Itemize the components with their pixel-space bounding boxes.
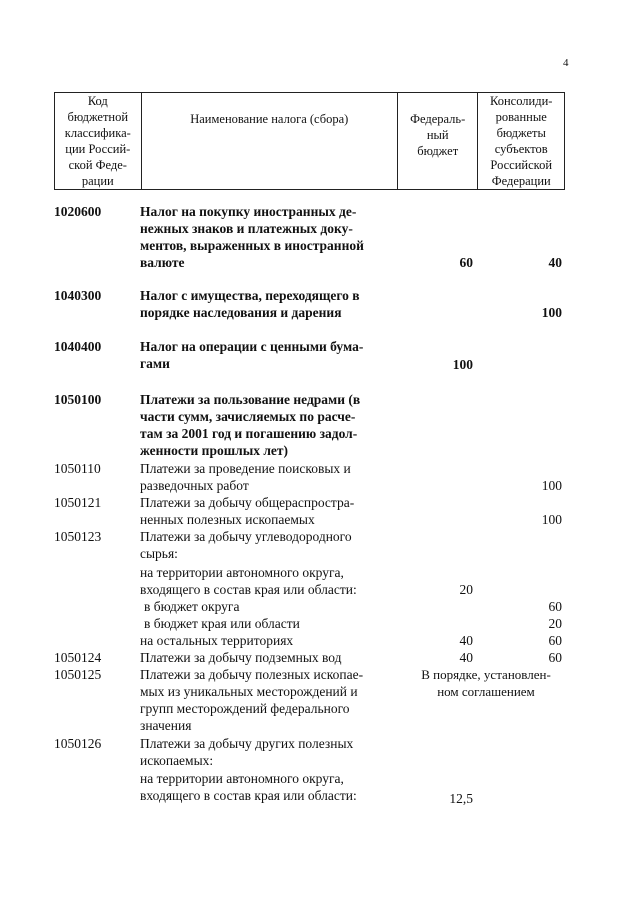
row-code: 1050100 <box>54 392 102 407</box>
row-consolidated: 20 <box>548 616 562 631</box>
row-name-line: ископаемых: <box>140 753 214 768</box>
row-consolidated: 100 <box>541 478 562 493</box>
row-federal: 40 <box>459 633 473 648</box>
row-name-line: Платежи за добычу других полезных <box>140 736 354 751</box>
row-consolidated: 100 <box>541 512 562 527</box>
row-code: 1050124 <box>54 650 102 665</box>
header-code-line: ской Феде- <box>68 158 127 172</box>
row-name <box>140 564 388 598</box>
header-consolidated <box>478 93 565 190</box>
row-federal: 60 <box>459 255 473 270</box>
row-name <box>140 598 392 615</box>
header-code-line: ции Россий- <box>65 142 131 156</box>
row-federal: 12,5 <box>449 791 473 806</box>
row-name-line: сырья: <box>140 546 178 561</box>
row-name <box>140 287 388 321</box>
row-name <box>140 770 388 804</box>
row-name-line: Платежи за добычу подземных вод <box>140 650 342 665</box>
row-federal: 20 <box>459 582 473 597</box>
row-name-line: значения <box>140 718 192 733</box>
row-name-line: Налог на операции с ценными бума- <box>140 339 364 354</box>
header-code-line: Код <box>87 94 108 108</box>
row-code: 1050125 <box>54 667 102 682</box>
row-name-line: Платежи за добычу полезных ископае- <box>140 667 364 682</box>
row-name-line: гами <box>140 356 170 371</box>
row-name-line: ненных полезных ископаемых <box>140 512 315 527</box>
row-consolidated: 40 <box>548 255 562 270</box>
row-code: 1020600 <box>54 204 102 219</box>
row-name-line: групп месторождений федерального <box>140 701 350 716</box>
header-consolidated-line: Федерации <box>491 174 551 188</box>
row-name-line: женности прошлых лет) <box>140 443 289 458</box>
row-name-line: разведочных работ <box>140 478 249 493</box>
header-federal-line: Федераль- <box>410 112 466 126</box>
row-name <box>140 494 388 528</box>
row-federal: 100 <box>452 357 473 372</box>
row-code: 1050121 <box>54 495 102 510</box>
row-name-line: входящего в состав края или области: <box>140 582 357 597</box>
row-name <box>140 528 388 562</box>
row-name-line: на территории автономного округа, <box>140 771 344 786</box>
row-name <box>140 338 388 372</box>
header-code <box>55 93 142 190</box>
row-name-line: мых из уникальных месторождений и <box>140 684 358 699</box>
header-consolidated-line: субъектов <box>494 142 548 156</box>
row-code: 1040400 <box>54 339 102 354</box>
header-federal-line: бюджет <box>417 144 459 158</box>
header-consolidated-line: Российской <box>490 158 553 172</box>
row-name-line: там за 2001 год и погашению задол- <box>140 426 358 441</box>
header-code-line: рации <box>81 174 114 188</box>
row-code: 1050126 <box>54 736 102 751</box>
header-consolidated-line: бюджеты <box>496 126 546 140</box>
row-name-line: в бюджет края или области <box>144 616 300 631</box>
row-name-line: в бюджет округа <box>144 599 240 614</box>
row-name-line: Налог с имущества, переходящего в <box>140 288 360 303</box>
row-name <box>140 615 392 632</box>
row-note-line: ном соглашением <box>437 684 535 699</box>
header-code-line: бюджетной <box>67 110 129 124</box>
table-header <box>54 92 565 190</box>
row-name-line: Платежи за добычу общераспростра- <box>140 495 355 510</box>
header-consolidated-line: Консолиди- <box>490 94 553 108</box>
row-name-line: Платежи за проведение поисковых и <box>140 461 351 476</box>
row-consolidated: 100 <box>541 305 562 320</box>
row-federal: 40 <box>459 650 473 665</box>
row-code: 1050123 <box>54 529 102 544</box>
row-name-line: Налог на покупку иностранных де- <box>140 204 357 219</box>
row-name <box>140 666 388 734</box>
row-name-line: Платежи за добычу углеводородного <box>140 529 352 544</box>
header-code-line: классифика- <box>64 126 131 140</box>
row-name <box>140 632 388 649</box>
row-code: 1050110 <box>54 461 101 476</box>
row-name <box>140 735 388 769</box>
row-name-line: ментов, выраженных в иностранной <box>140 238 364 253</box>
row-name-line: Платежи за пользование недрами (в <box>140 392 361 407</box>
row-name <box>140 391 388 459</box>
row-name-line: валюте <box>140 255 185 270</box>
header-federal <box>397 93 478 190</box>
row-consolidated: 60 <box>548 599 562 614</box>
row-name-line: порядке наследования и дарения <box>140 305 342 320</box>
page-number: 4 <box>563 57 569 69</box>
row-name-line: части сумм, зачисляемых по расче- <box>140 409 356 424</box>
row-code: 1040300 <box>54 288 102 303</box>
row-name-line: на остальных территориях <box>140 633 294 648</box>
header-consolidated-line: рованные <box>495 110 547 124</box>
row-name-line: нежных знаков и платежных доку- <box>140 221 353 236</box>
header-federal-line: ный <box>426 128 449 142</box>
header-name-line: Наименование налога (сбора) <box>190 112 349 126</box>
row-name-line: входящего в состав края или области: <box>140 788 357 803</box>
row-name <box>140 649 388 666</box>
row-note-line: В порядке, установлен- <box>421 667 551 682</box>
row-name <box>140 460 388 494</box>
row-note <box>406 666 566 700</box>
row-name <box>140 203 388 271</box>
row-consolidated: 60 <box>548 650 562 665</box>
row-name-line: на территории автономного округа, <box>140 565 344 580</box>
header-name <box>141 93 397 190</box>
row-consolidated: 60 <box>548 633 562 648</box>
